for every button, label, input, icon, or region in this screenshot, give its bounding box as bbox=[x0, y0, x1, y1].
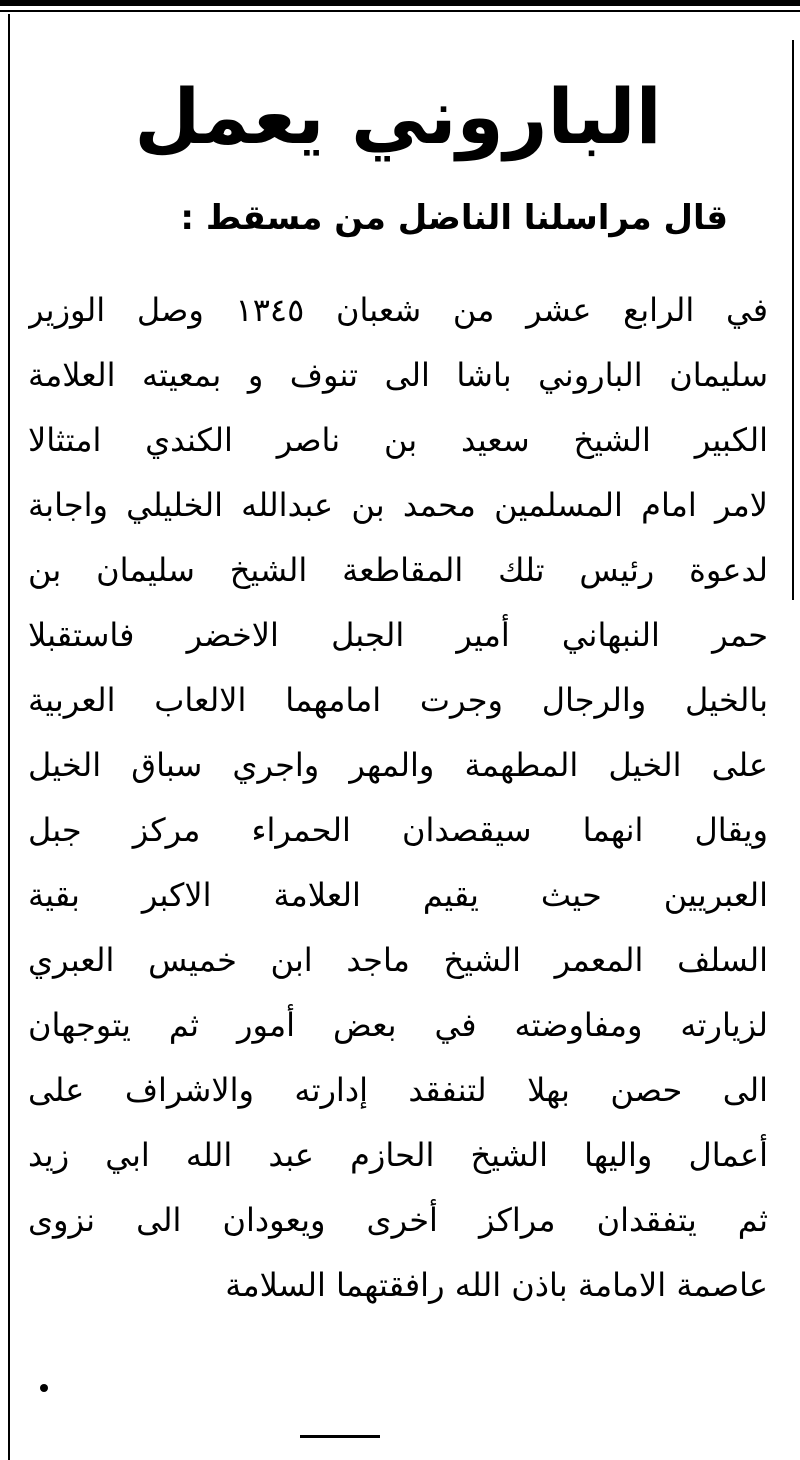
article-line: الى حصن بهلا لتنفقد إدارته والاشراف على bbox=[28, 1071, 768, 1109]
right-column-rule bbox=[792, 40, 794, 600]
article-line: السلف المعمر الشيخ ماجد ابن خميس العبري bbox=[28, 941, 768, 979]
article bbox=[28, 40, 768, 1318]
article-line: سليمان الباروني باشا الى تنوف و بمعيته العلامة bbox=[28, 356, 768, 394]
article-line: بالخيل والرجال وجرت امامهما الالعاب العربية bbox=[28, 681, 768, 719]
left-column-rule bbox=[8, 14, 10, 1460]
article-line: عاصمة الامامة باذن الله رافقتهما السلامة bbox=[225, 1266, 768, 1304]
article-end-dot bbox=[40, 1384, 48, 1392]
article-body bbox=[28, 278, 768, 1318]
article-line: الكبير الشيخ سعيد بن ناصر الكندي امتثالا bbox=[28, 421, 768, 459]
article-end-rule bbox=[300, 1435, 380, 1438]
article-line: لدعوة رئيس تلك المقاطعة الشيخ سليمان بن bbox=[28, 551, 768, 589]
article-line: العبريين حيث يقيم العلامة الاكبر بقية bbox=[28, 876, 768, 914]
top-border-thin-rule bbox=[0, 10, 800, 12]
article-line: ثم يتفقدان مراكز أخرى ويعودان الى نزوى bbox=[28, 1201, 768, 1239]
article-line: لزيارته ومفاوضته في بعض أمور ثم يتوجهان bbox=[28, 1006, 768, 1044]
article-line: على الخيل المطهمة والمهر واجري سباق الخيل bbox=[28, 746, 768, 784]
article-line: في الرابع عشر من شعبان ١٣٤٥ وصل الوزير bbox=[28, 291, 768, 329]
top-border-rule bbox=[0, 0, 800, 6]
article-line: ويقال انهما سيقصدان الحمراء مركز جبل bbox=[28, 811, 768, 849]
article-line: حمر النبهاني أمير الجبل الاخضر فاستقبلا bbox=[28, 616, 768, 654]
article-line: أعمال واليها الشيخ الحازم عبد الله ابي زيد bbox=[28, 1136, 768, 1174]
article-headline: الباروني يعمل bbox=[134, 72, 662, 161]
article-dateline: قال مراسلنا الناضل من مسقط : bbox=[180, 198, 728, 238]
article-line: لامر امام المسلمين محمد بن عبدالله الخليلي واجابة bbox=[28, 486, 768, 524]
